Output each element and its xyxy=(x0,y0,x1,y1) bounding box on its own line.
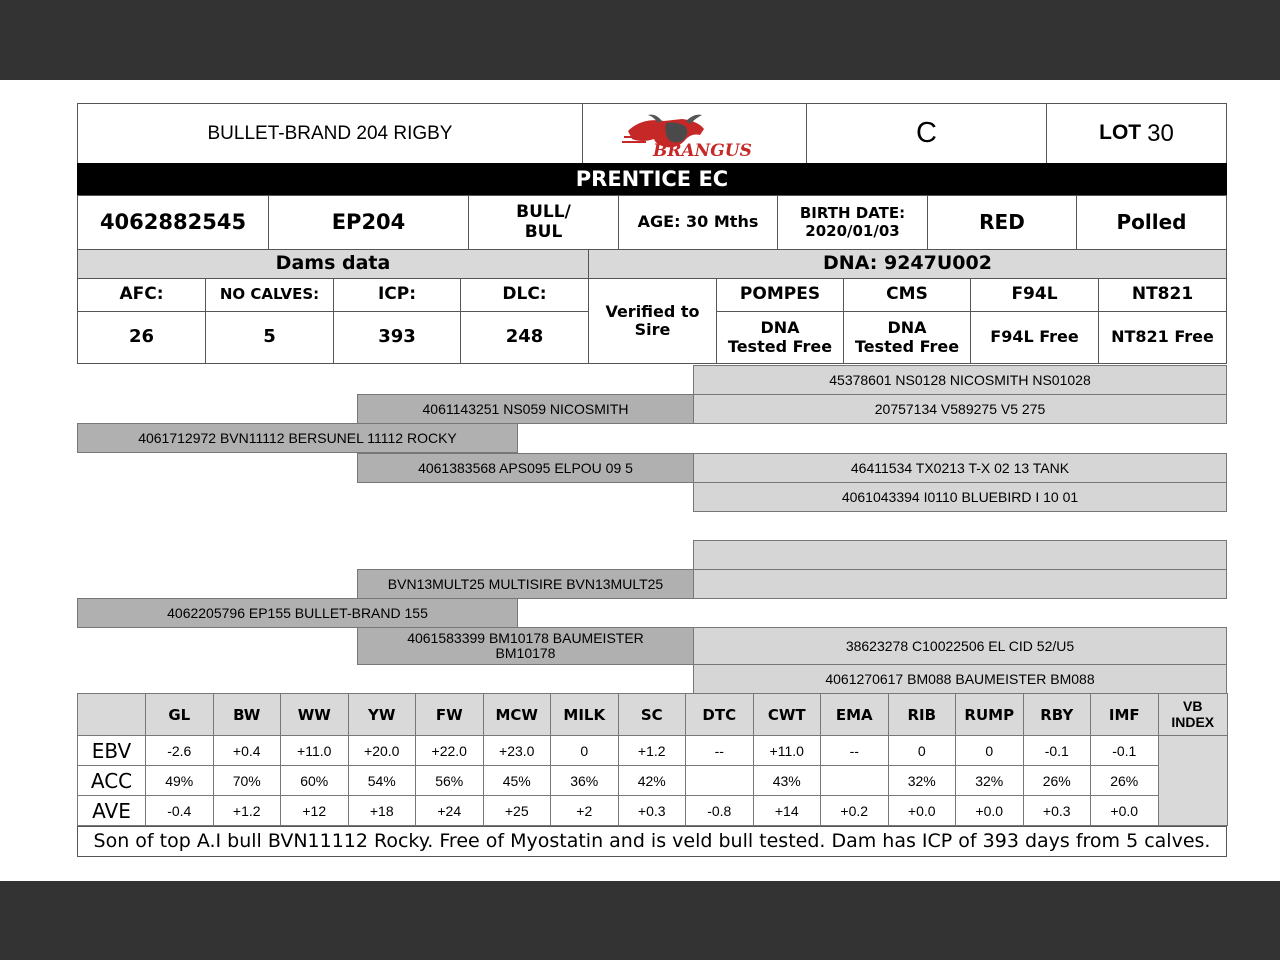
birth-date-box xyxy=(777,195,928,250)
icp-label: ICP: xyxy=(333,278,461,312)
ebv-row-label: EBV xyxy=(78,736,146,766)
ebv-header-blank xyxy=(78,694,146,736)
ebv-header-rib: RIB xyxy=(888,694,956,736)
nt821-result: NT821 Free xyxy=(1098,311,1227,364)
pedigree-dam-sire: BVN13MULT25 MULTISIRE BVN13MULT25 xyxy=(357,569,694,599)
ebv-cell: 0 xyxy=(888,736,956,766)
sex-line-2: BUL xyxy=(524,221,563,242)
ebv-header-rby: RBY xyxy=(1023,694,1091,736)
vb-index-value xyxy=(1158,736,1228,826)
ebv-cell: +0.0 xyxy=(888,796,956,826)
pedigree-sire: 4061712972 BVN11112 BERSUNEL 11112 ROCKY xyxy=(77,423,518,453)
vb-index-line-2: INDEX xyxy=(1171,713,1215,730)
ebv-cell: 60% xyxy=(281,766,349,796)
lot-sheet xyxy=(0,80,1280,881)
ebv-cell: +20.0 xyxy=(348,736,416,766)
vb-index-header xyxy=(1158,694,1228,736)
ebv-cell: 45% xyxy=(483,766,551,796)
ebv-cell: +12 xyxy=(281,796,349,826)
verified-line-2: Sire xyxy=(634,320,671,339)
pedigree-dam-dam-line-2: BM10178 xyxy=(495,645,556,661)
ebv-cell: +0.4 xyxy=(213,736,281,766)
dna-title: DNA: 9247U002 xyxy=(588,249,1227,279)
dlc-label: DLC: xyxy=(460,278,589,312)
ebv-cell: 54% xyxy=(348,766,416,796)
ebv-cell: +18 xyxy=(348,796,416,826)
pedigree-dam: 4062205796 EP155 BULLET-BRAND 155 xyxy=(77,598,518,628)
brangus-logo xyxy=(582,103,807,164)
nt821-label: NT821 xyxy=(1098,278,1227,312)
ebv-cell: +0.0 xyxy=(1091,796,1159,826)
animal-tag: EP204 xyxy=(268,195,469,250)
ebv-cell: 42% xyxy=(618,766,686,796)
animal-name: BULLET-BRAND 204 RIGBY xyxy=(77,103,583,164)
ebv-row-acc xyxy=(78,766,1228,796)
ebv-cell: 56% xyxy=(416,766,484,796)
pompes-label: POMPES xyxy=(716,278,844,312)
ebv-cell: +0.3 xyxy=(618,796,686,826)
verified-line-1: Verified to xyxy=(605,301,700,321)
breeder-name: PRENTICE EC xyxy=(77,163,1227,196)
ebv-cell: +11.0 xyxy=(753,736,821,766)
bull-head-icon xyxy=(620,109,770,159)
grade: C xyxy=(806,103,1047,164)
ebv-cell: 0 xyxy=(956,736,1024,766)
sex-line-1: BULL/ xyxy=(516,201,571,222)
ebv-header-cwt: CWT xyxy=(753,694,821,736)
ebv-header-bw: BW xyxy=(213,694,281,736)
pedigree-dam-sire-dam xyxy=(693,569,1227,599)
ebv-row-ebv xyxy=(78,736,1228,766)
sex-box xyxy=(468,195,619,250)
ebv-table xyxy=(77,693,1228,826)
dams-title: Dams data xyxy=(77,249,589,279)
ebv-header-ww: WW xyxy=(281,694,349,736)
ebv-cell: -- xyxy=(821,736,889,766)
ebv-cell: -2.6 xyxy=(146,736,214,766)
ebv-cell: 32% xyxy=(956,766,1024,796)
ebv-header-imf: IMF xyxy=(1091,694,1159,736)
ebv-cell: +1.2 xyxy=(213,796,281,826)
ebv-header-sc: SC xyxy=(618,694,686,736)
pedigree-dam-dam-sire: 38623278 C10022506 EL CID 52/U5 xyxy=(693,627,1227,665)
ebv-body xyxy=(78,736,1228,826)
ebv-header-yw: YW xyxy=(348,694,416,736)
ebv-cell: 32% xyxy=(888,766,956,796)
ebv-cell: +23.0 xyxy=(483,736,551,766)
pedigree-dam-dam-line-1: 4061583399 BM10178 BAUMEISTER xyxy=(407,630,644,647)
ebv-cell: -0.1 xyxy=(1091,736,1159,766)
calves-value: 5 xyxy=(205,311,334,364)
pedigree-dam-dam xyxy=(357,627,694,665)
vb-index-line-1: VB xyxy=(1183,698,1203,715)
ebv-cell: +0.0 xyxy=(956,796,1024,826)
colour: RED xyxy=(927,195,1077,250)
icp-value: 393 xyxy=(333,311,461,364)
ebv-cell: 43% xyxy=(753,766,821,796)
f94l-label: F94L xyxy=(970,278,1099,312)
pedigree-sire-sire-dam: 20757134 V589275 V5 275 xyxy=(693,394,1227,424)
age: AGE: 30 Mths xyxy=(618,195,778,250)
ebv-cell: 0 xyxy=(551,736,619,766)
ebv-cell: +14 xyxy=(753,796,821,826)
birth-date: 2020/01/03 xyxy=(805,221,900,240)
ebv-row-label: ACC xyxy=(78,766,146,796)
lot-number: 30 xyxy=(1147,119,1174,147)
ebv-header-row xyxy=(78,694,1228,736)
ebv-header-rump: RUMP xyxy=(956,694,1024,736)
birth-date-label: BIRTH DATE: xyxy=(799,204,906,223)
cms-label: CMS xyxy=(843,278,971,312)
ebv-cell: 70% xyxy=(213,766,281,796)
ebv-cell: +0.2 xyxy=(821,796,889,826)
ebv-cell: -- xyxy=(686,736,754,766)
f94l-result: F94L Free xyxy=(970,311,1099,364)
ebv-row-ave xyxy=(78,796,1228,826)
ebv-cell xyxy=(686,766,754,796)
pedigree-sire-dam-sire: 46411534 TX0213 T-X 02 13 TANK xyxy=(693,453,1227,483)
lot-label: LOT xyxy=(1099,121,1142,145)
animal-id: 4062882545 xyxy=(77,195,269,250)
ebv-header-mcw: MCW xyxy=(483,694,551,736)
ebv-cell xyxy=(821,766,889,796)
ebv-cell: -0.8 xyxy=(686,796,754,826)
ebv-cell: +0.3 xyxy=(1023,796,1091,826)
ebv-cell: 36% xyxy=(551,766,619,796)
pedigree-sire-sire: 4061143251 NS059 NICOSMITH xyxy=(357,394,694,424)
cms-result xyxy=(843,311,971,364)
ebv-cell: +24 xyxy=(416,796,484,826)
calves-label: NO CALVES: xyxy=(205,278,334,312)
pedigree-sire-dam: 4061383568 APS095 ELPOU 09 5 xyxy=(357,453,694,483)
ebv-cell: +25 xyxy=(483,796,551,826)
ebv-cell: +2 xyxy=(551,796,619,826)
cms-result-line-1: DNA xyxy=(887,318,927,338)
svg-text:BRANGUS: BRANGUS xyxy=(652,140,752,159)
dlc-value: 248 xyxy=(460,311,589,364)
ebv-cell: +11.0 xyxy=(281,736,349,766)
verified-to-sire xyxy=(588,278,717,364)
ebv-header-dtc: DTC xyxy=(686,694,754,736)
pedigree-sire-sire-sire: 45378601 NS0128 NICOSMITH NS01028 xyxy=(693,365,1227,395)
comment: Son of top A.I bull BVN11112 Rocky. Free of Myostatin and is veld bull tested. Dam has ICP of 393 days from 5 calves. xyxy=(77,826,1227,857)
ebv-cell: +22.0 xyxy=(416,736,484,766)
pedigree-dam-sire-sire xyxy=(693,540,1227,570)
cms-result-line-2: Tested Free xyxy=(854,336,960,356)
ebv-cell: +1.2 xyxy=(618,736,686,766)
ebv-cell: 49% xyxy=(146,766,214,796)
ebv-header-ema: EMA xyxy=(821,694,889,736)
horn-status: Polled xyxy=(1076,195,1227,250)
ebv-header-fw: FW xyxy=(416,694,484,736)
ebv-header-milk: MILK xyxy=(551,694,619,736)
ebv-row-label: AVE xyxy=(78,796,146,826)
lot-number-box xyxy=(1046,103,1227,164)
ebv-cell: 26% xyxy=(1091,766,1159,796)
ebv-cell: -0.4 xyxy=(146,796,214,826)
pompes-result-line-1: DNA xyxy=(760,318,800,338)
ebv-cell: -0.1 xyxy=(1023,736,1091,766)
ebv-cell: 26% xyxy=(1023,766,1091,796)
afc-label: AFC: xyxy=(77,278,206,312)
afc-value: 26 xyxy=(77,311,206,364)
ebv-header-gl: GL xyxy=(146,694,214,736)
pedigree-dam-dam-dam: 4061270617 BM088 BAUMEISTER BM088 xyxy=(693,664,1227,694)
pedigree-sire-dam-dam: 4061043394 I0110 BLUEBIRD I 10 01 xyxy=(693,482,1227,512)
pompes-result-line-2: Tested Free xyxy=(727,336,833,356)
pompes-result xyxy=(716,311,844,364)
